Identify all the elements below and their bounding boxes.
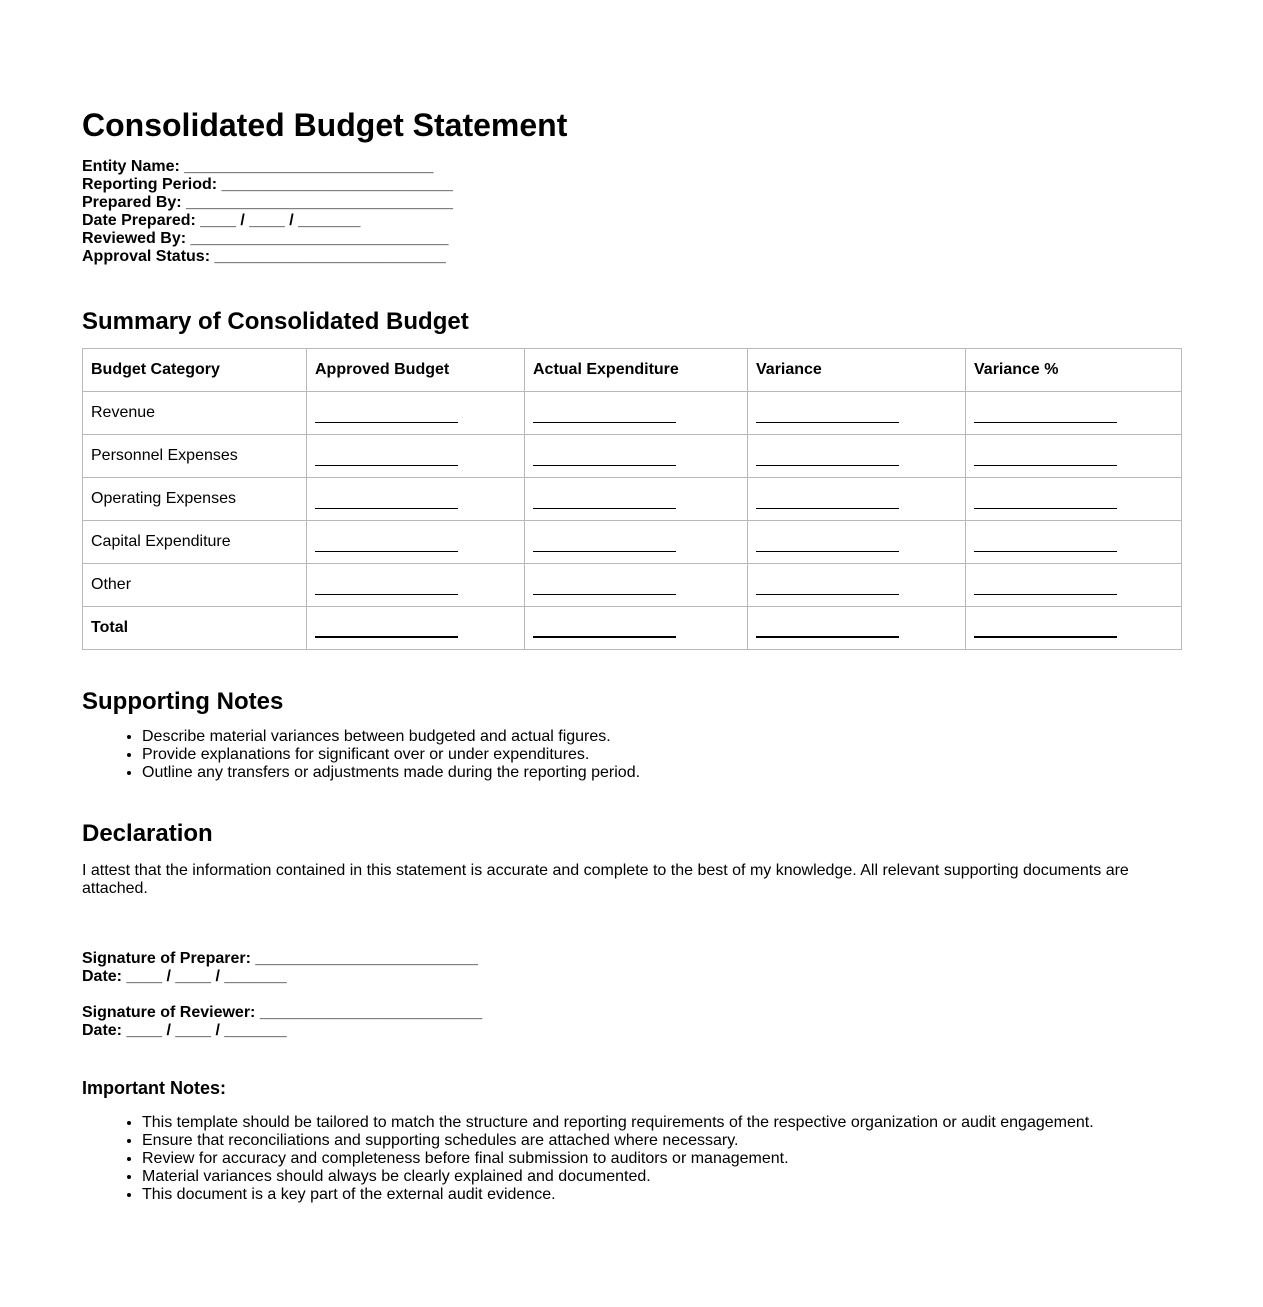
table-total-row — [83, 607, 1182, 650]
actual-expenditure-blank[interactable] — [533, 537, 676, 552]
list-item: • Review for accuracy and completeness before final submission to auditors or management. — [142, 1150, 1182, 1168]
date-prepared-field: Date Prepared: ____ / ____ / _______ — [82, 212, 361, 229]
col-header-variance: Variance — [748, 349, 966, 392]
preparer-signature-field: Signature of Preparer: _________________________ — [82, 950, 478, 967]
header-fields — [82, 158, 1182, 266]
entity-name-field: Entity Name: ____________________________ — [82, 158, 434, 175]
actual-expenditure-blank[interactable] — [533, 451, 676, 466]
col-header-variance-percent: Variance % — [966, 349, 1182, 392]
list-item: • Material variances should always be clearly explained and documented. — [142, 1168, 1182, 1186]
prepared-by-blank[interactable]: ______________________________ — [186, 194, 453, 211]
variance-percent-blank[interactable] — [974, 537, 1117, 552]
declaration-heading: Declaration — [82, 820, 213, 847]
reviewer-signature-blank[interactable]: _________________________ — [259, 1004, 483, 1021]
reviewed-by-field: Reviewed By: _____________________________ — [82, 230, 449, 247]
variance-blank[interactable] — [756, 580, 899, 595]
variance-blank[interactable] — [756, 537, 899, 552]
variance-percent-blank[interactable] — [974, 580, 1117, 595]
col-header-budget-category: Budget Category — [83, 349, 307, 392]
declaration-text: I attest that the information contained in this statement is accurate and complete to the best of my knowledge. All relevant supporting documents are attached. — [82, 862, 1129, 897]
col-header-approved-budget: Approved Budget — [307, 349, 525, 392]
budget-summary-table — [82, 348, 1182, 650]
row-label: Operating Expenses — [83, 478, 307, 521]
actual-expenditure-blank[interactable] — [533, 580, 676, 595]
table-row — [83, 564, 1182, 607]
list-item: • Ensure that reconciliations and supporting schedules are attached where necessary. — [142, 1132, 1182, 1150]
row-label: Other — [83, 564, 307, 607]
row-label: Revenue — [83, 392, 307, 435]
table-row — [83, 521, 1182, 564]
reviewer-date-field: Date: ____ / ____ / _______ — [82, 1022, 287, 1039]
date-prepared-blank[interactable]: ____ / ____ / _______ — [200, 212, 361, 229]
variance-percent-blank[interactable] — [974, 494, 1117, 509]
approval-status-field: Approval Status: __________________________ — [82, 248, 446, 265]
entity-name-blank[interactable]: ____________________________ — [184, 158, 434, 175]
approved-budget-blank[interactable] — [315, 408, 458, 423]
list-item: • Provide explanations for significant over or under expenditures. — [142, 746, 1182, 764]
prepared-by-field: Prepared By: ______________________________ — [82, 194, 453, 211]
total-label: Total — [83, 607, 307, 650]
preparer-date-field: Date: ____ / ____ / _______ — [82, 968, 287, 985]
actual-expenditure-blank[interactable] — [533, 408, 676, 423]
table-row — [83, 478, 1182, 521]
row-label: Personnel Expenses — [83, 435, 307, 478]
preparer-signature-block — [82, 950, 1182, 986]
approved-budget-blank[interactable] — [315, 580, 458, 595]
total-approved-budget-blank[interactable] — [315, 622, 458, 638]
variance-percent-blank[interactable] — [974, 408, 1117, 423]
variance-blank[interactable] — [756, 494, 899, 509]
list-item: • This document is a key part of the external audit evidence. — [142, 1186, 1182, 1204]
reviewed-by-blank[interactable]: _____________________________ — [190, 230, 449, 247]
preparer-date-blank[interactable]: ____ / ____ / _______ — [126, 968, 287, 985]
summary-heading: Summary of Consolidated Budget — [82, 308, 469, 335]
variance-blank[interactable] — [756, 451, 899, 466]
total-actual-expenditure-blank[interactable] — [533, 622, 676, 638]
reporting-period-blank[interactable]: __________________________ — [221, 176, 453, 193]
row-label: Capital Expenditure — [83, 521, 307, 564]
list-item: • Outline any transfers or adjustments made during the reporting period. — [142, 764, 1182, 782]
reviewer-date-blank[interactable]: ____ / ____ / _______ — [126, 1022, 287, 1039]
important-notes-list — [82, 1114, 1182, 1204]
approved-budget-blank[interactable] — [315, 537, 458, 552]
page-title: Consolidated Budget Statement — [82, 107, 568, 143]
supporting-notes-heading: Supporting Notes — [82, 688, 284, 715]
approved-budget-blank[interactable] — [315, 451, 458, 466]
important-notes-heading: Important Notes: — [82, 1078, 226, 1098]
variance-blank[interactable] — [756, 408, 899, 423]
actual-expenditure-blank[interactable] — [533, 494, 676, 509]
reviewer-signature-block — [82, 1004, 1182, 1040]
table-row — [83, 435, 1182, 478]
list-item: • Describe material variances between budgeted and actual figures. — [142, 728, 1182, 746]
reviewer-signature-field: Signature of Reviewer: _________________________ — [82, 1004, 483, 1021]
total-variance-blank[interactable] — [756, 622, 899, 638]
approved-budget-blank[interactable] — [315, 494, 458, 509]
list-item: • This template should be tailored to match the structure and reporting requirements of the respective organization or audit engagement. — [142, 1114, 1182, 1132]
reporting-period-field: Reporting Period: __________________________ — [82, 176, 453, 193]
variance-percent-blank[interactable] — [974, 451, 1117, 466]
approval-status-blank[interactable]: __________________________ — [214, 248, 446, 265]
preparer-signature-blank[interactable]: _________________________ — [255, 950, 478, 967]
col-header-actual-expenditure: Actual Expenditure — [525, 349, 748, 392]
total-variance-percent-blank[interactable] — [974, 622, 1117, 638]
supporting-notes-list — [82, 728, 1182, 782]
table-header-row — [83, 349, 1182, 392]
table-row — [83, 392, 1182, 435]
